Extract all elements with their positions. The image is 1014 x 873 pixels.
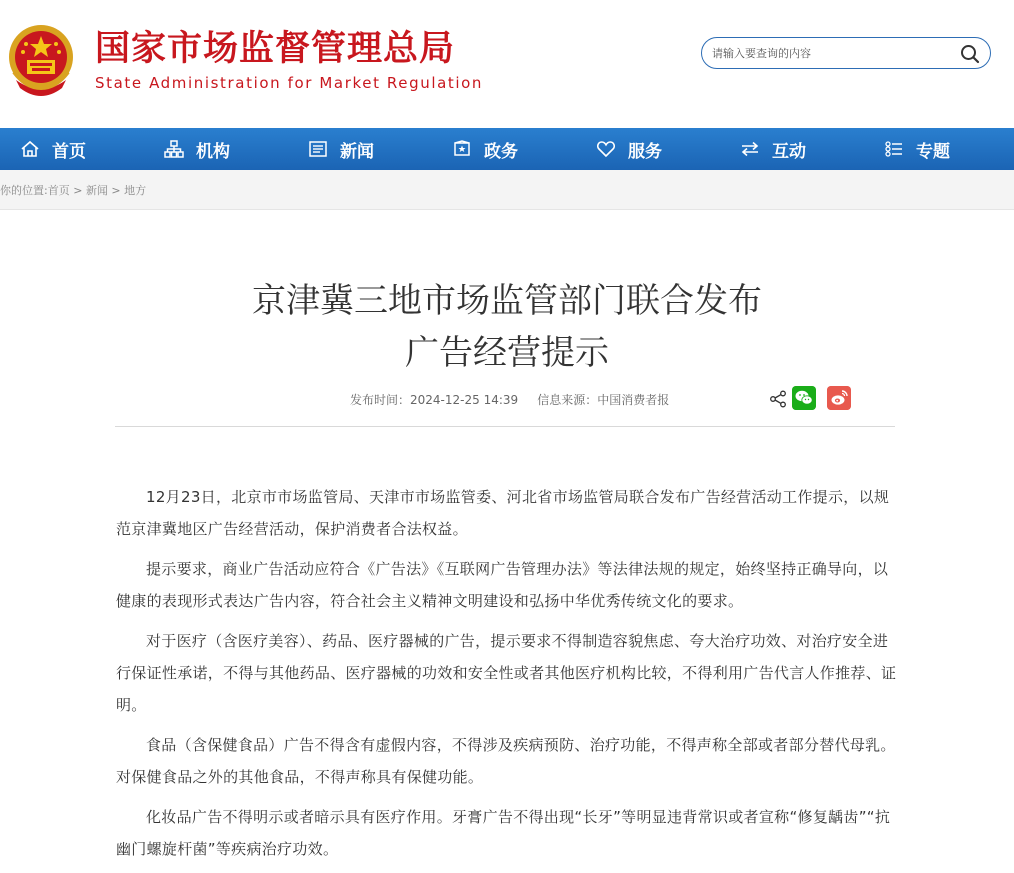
breadcrumb xyxy=(0,182,146,198)
nav-label: 互动 xyxy=(772,141,806,162)
breadcrumb-bar xyxy=(0,170,1014,210)
nav-item-topic[interactable] xyxy=(864,128,1008,170)
nav-label: 首页 xyxy=(52,141,86,162)
nav-item-gov[interactable] xyxy=(432,128,576,170)
article-meta xyxy=(350,391,669,408)
breadcrumb-prefix: 你的位置: xyxy=(0,184,48,197)
weibo-icon[interactable] xyxy=(827,386,851,410)
article-paragraph: 化妆品广告不得明示或者暗示具有医疗作用。牙膏广告不得出现“长牙”等明显违背常识或者宣称“修复龋齿”“抗幽门螺旋杆菌”等疾病治疗功效。 xyxy=(116,808,891,858)
breadcrumb-item-home[interactable]: 首页 xyxy=(47,184,70,197)
nav-label: 专题 xyxy=(916,141,950,162)
article-paragraph: 提示要求，商业广告活动应符合《广告法》《互联网广告管理办法》等法律法规的规定，始终坚持正确导向，以健康的表现形式表达广告内容，符合社会主义精神文明建设和弘扬中华优秀传统文化的要求。 xyxy=(116,560,889,610)
news-icon xyxy=(308,139,328,159)
article-paragraph: 12月23日，北京市市场监管局、天津市市场监管委、河北省市场监管局联合发布广告经营活动工作提示，以规范京津冀地区广告经营活动，保护消费者合法权益。 xyxy=(116,488,890,538)
article-title-line2: 广告经营提示 xyxy=(405,333,609,373)
article-paragraph: 食品（含保健食品）广告不得含有虚假内容，不得涉及疾病预防、治疗功能，不得声称全部或者部分替代母乳。对保健食品之外的其他食品，不得声称具有保健功能。 xyxy=(116,736,896,786)
article-title xyxy=(150,275,864,379)
wechat-icon[interactable] xyxy=(792,386,816,410)
site-subtitle: State Administration for Market Regulation xyxy=(95,74,484,92)
breadcrumb-separator: > xyxy=(107,184,125,197)
search-input[interactable] xyxy=(712,44,952,62)
site-title: 国家市场监督管理总局 xyxy=(95,28,456,69)
article-body xyxy=(116,481,898,873)
search-icon[interactable] xyxy=(960,44,980,64)
article-divider xyxy=(115,426,895,427)
nav-label: 新闻 xyxy=(340,141,374,162)
article-title-line1: 京津冀三地市场监管部门联合发布 xyxy=(252,281,762,321)
nav-item-service[interactable] xyxy=(576,128,720,170)
publish-label: 发布时间： xyxy=(350,393,411,407)
breadcrumb-separator: > xyxy=(69,184,86,197)
share-icon[interactable] xyxy=(768,389,788,409)
gov-icon xyxy=(452,139,472,159)
national-emblem-icon xyxy=(6,22,76,100)
home-icon xyxy=(20,139,40,159)
org-icon xyxy=(164,139,184,159)
nav-label: 政务 xyxy=(484,141,518,162)
nav-item-interact[interactable] xyxy=(720,128,864,170)
article-paragraph: 对于医疗（含医疗美容）、药品、医疗器械的广告，提示要求不得制造容貌焦虑、夸大治疗功效、对治疗安全进行保证性承诺，不得与其他药品、医疗器械的功效和安全性或者其他医疗机构比较，不得利用广告代言人作推荐、证明。 xyxy=(116,632,897,714)
source-value: 中国消费者报 xyxy=(597,393,670,407)
nav-item-home[interactable] xyxy=(0,128,144,170)
nav-label: 机构 xyxy=(196,141,230,162)
nav-item-news[interactable] xyxy=(288,128,432,170)
exchange-icon xyxy=(740,139,760,159)
publish-time: 2024-12-25 14:39 xyxy=(410,393,519,407)
topic-icon xyxy=(884,139,904,159)
breadcrumb-item-local[interactable]: 地方 xyxy=(124,184,147,197)
site-header xyxy=(0,0,1014,128)
main-nav xyxy=(0,128,1014,170)
source-label: 信息来源： xyxy=(537,393,598,407)
heart-icon xyxy=(596,139,616,159)
nav-label: 服务 xyxy=(628,141,662,162)
breadcrumb-item-news[interactable]: 新闻 xyxy=(85,184,108,197)
nav-item-org[interactable] xyxy=(144,128,288,170)
search-box xyxy=(701,37,991,69)
